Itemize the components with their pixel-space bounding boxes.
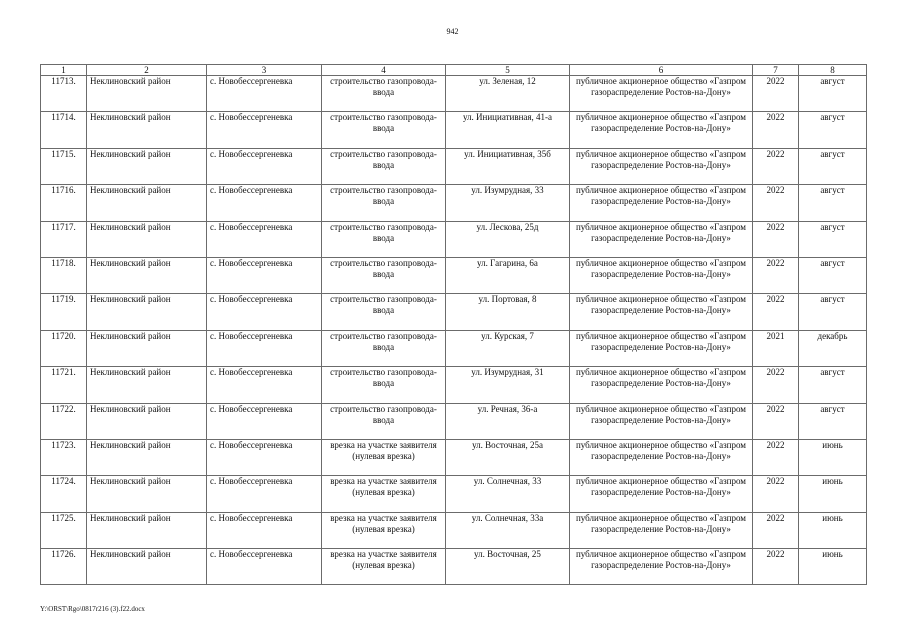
- locality-cell: с. Новобессергеневка: [207, 367, 322, 403]
- address-cell: ул. Гагарина, 6а: [446, 257, 570, 293]
- table-body: [41, 76, 867, 585]
- year-cell: 2022: [753, 439, 799, 475]
- organization-cell: публичное акционерное общество «Газпром газораспределение Ростов-на-Дону»: [570, 294, 753, 330]
- address-cell: ул. Изумрудная, 33: [446, 185, 570, 221]
- table-row: [41, 76, 867, 112]
- work-type-cell: врезка на участке заявителя (нулевая врезка): [322, 439, 446, 475]
- organization-cell: публичное акционерное общество «Газпром газораспределение Ростов-на-Дону»: [570, 549, 753, 585]
- address-cell: ул. Восточная, 25: [446, 549, 570, 585]
- column-number: 2: [87, 65, 207, 76]
- month-cell: август: [799, 294, 867, 330]
- organization-cell: публичное акционерное общество «Газпром газораспределение Ростов-на-Дону»: [570, 403, 753, 439]
- work-type-cell: строительство газопровода-ввода: [322, 185, 446, 221]
- month-cell: декабрь: [799, 330, 867, 366]
- table-row: [41, 476, 867, 512]
- month-cell: июнь: [799, 512, 867, 548]
- locality-cell: с. Новобессергеневка: [207, 512, 322, 548]
- district-cell: Неклиновский район: [87, 330, 207, 366]
- locality-cell: с. Новобессергеневка: [207, 112, 322, 148]
- address-cell: ул. Курская, 7: [446, 330, 570, 366]
- table-row: [41, 439, 867, 475]
- month-cell: июнь: [799, 549, 867, 585]
- year-cell: 2022: [753, 294, 799, 330]
- row-number-cell: 11714.: [41, 112, 87, 148]
- footer-file-path: Y:\ORST\Rgo\0817r216 (3).f22.docx: [40, 605, 145, 613]
- address-cell: ул. Солнечная, 33: [446, 476, 570, 512]
- locality-cell: с. Новобессергеневка: [207, 330, 322, 366]
- district-cell: Неклиновский район: [87, 367, 207, 403]
- column-number: 8: [799, 65, 867, 76]
- row-number-cell: 11722.: [41, 403, 87, 439]
- table-row: [41, 185, 867, 221]
- address-cell: ул. Изумрудная, 31: [446, 367, 570, 403]
- column-number: 5: [446, 65, 570, 76]
- district-cell: Неклиновский район: [87, 294, 207, 330]
- work-type-cell: врезка на участке заявителя (нулевая врезка): [322, 512, 446, 548]
- year-cell: 2022: [753, 112, 799, 148]
- work-type-cell: строительство газопровода-ввода: [322, 76, 446, 112]
- month-cell: август: [799, 76, 867, 112]
- locality-cell: с. Новобессергеневка: [207, 439, 322, 475]
- work-type-cell: врезка на участке заявителя (нулевая врезка): [322, 476, 446, 512]
- address-cell: ул. Лескова, 25д: [446, 221, 570, 257]
- locality-cell: с. Новобессергеневка: [207, 148, 322, 184]
- locality-cell: с. Новобессергеневка: [207, 185, 322, 221]
- organization-cell: публичное акционерное общество «Газпром газораспределение Ростов-на-Дону»: [570, 76, 753, 112]
- year-cell: 2022: [753, 549, 799, 585]
- locality-cell: с. Новобессергеневка: [207, 257, 322, 293]
- work-type-cell: строительство газопровода-ввода: [322, 257, 446, 293]
- address-cell: ул. Речная, 36-а: [446, 403, 570, 439]
- address-cell: ул. Зеленая, 12: [446, 76, 570, 112]
- column-number: 7: [753, 65, 799, 76]
- year-cell: 2022: [753, 148, 799, 184]
- district-cell: Неклиновский район: [87, 476, 207, 512]
- work-type-cell: строительство газопровода-ввода: [322, 112, 446, 148]
- work-type-cell: строительство газопровода-ввода: [322, 148, 446, 184]
- row-number-cell: 11723.: [41, 439, 87, 475]
- table-row: [41, 221, 867, 257]
- locality-cell: с. Новобессергеневка: [207, 549, 322, 585]
- work-type-cell: врезка на участке заявителя (нулевая врезка): [322, 549, 446, 585]
- month-cell: июнь: [799, 476, 867, 512]
- district-cell: Неклиновский район: [87, 403, 207, 439]
- organization-cell: публичное акционерное общество «Газпром газораспределение Ростов-на-Дону»: [570, 512, 753, 548]
- year-cell: 2022: [753, 185, 799, 221]
- month-cell: август: [799, 403, 867, 439]
- organization-cell: публичное акционерное общество «Газпром газораспределение Ростов-на-Дону»: [570, 112, 753, 148]
- table-row: [41, 257, 867, 293]
- row-number-cell: 11715.: [41, 148, 87, 184]
- work-type-cell: строительство газопровода-ввода: [322, 403, 446, 439]
- table-row: [41, 112, 867, 148]
- district-cell: Неклиновский район: [87, 185, 207, 221]
- address-cell: ул. Портовая, 8: [446, 294, 570, 330]
- organization-cell: публичное акционерное общество «Газпром газораспределение Ростов-на-Дону»: [570, 148, 753, 184]
- district-cell: Неклиновский район: [87, 148, 207, 184]
- year-cell: 2022: [753, 512, 799, 548]
- table-row: [41, 403, 867, 439]
- column-number: 6: [570, 65, 753, 76]
- column-number: 1: [41, 65, 87, 76]
- work-type-cell: строительство газопровода-ввода: [322, 330, 446, 366]
- year-cell: 2022: [753, 221, 799, 257]
- table-row: [41, 294, 867, 330]
- year-cell: 2022: [753, 367, 799, 403]
- row-number-cell: 11724.: [41, 476, 87, 512]
- address-cell: ул. Солнечная, 33а: [446, 512, 570, 548]
- row-number-cell: 11726.: [41, 549, 87, 585]
- year-cell: 2022: [753, 76, 799, 112]
- table-row: [41, 330, 867, 366]
- district-cell: Неклиновский район: [87, 221, 207, 257]
- district-cell: Неклиновский район: [87, 512, 207, 548]
- row-number-cell: 11725.: [41, 512, 87, 548]
- row-number-cell: 11713.: [41, 76, 87, 112]
- district-cell: Неклиновский район: [87, 549, 207, 585]
- page-number: 942: [446, 27, 459, 36]
- column-number: 4: [322, 65, 446, 76]
- month-cell: июнь: [799, 439, 867, 475]
- address-cell: ул. Инициативная, 41-а: [446, 112, 570, 148]
- table-row: [41, 512, 867, 548]
- table-row: [41, 148, 867, 184]
- organization-cell: публичное акционерное общество «Газпром газораспределение Ростов-на-Дону»: [570, 330, 753, 366]
- organization-cell: публичное акционерное общество «Газпром газораспределение Ростов-на-Дону»: [570, 367, 753, 403]
- locality-cell: с. Новобессергеневка: [207, 221, 322, 257]
- year-cell: 2022: [753, 257, 799, 293]
- month-cell: август: [799, 221, 867, 257]
- row-number-cell: 11716.: [41, 185, 87, 221]
- locality-cell: с. Новобессергеневка: [207, 476, 322, 512]
- table-row: [41, 549, 867, 585]
- month-cell: август: [799, 257, 867, 293]
- address-cell: ул. Инициативная, 35б: [446, 148, 570, 184]
- organization-cell: публичное акционерное общество «Газпром газораспределение Ростов-на-Дону»: [570, 439, 753, 475]
- work-type-cell: строительство газопровода-ввода: [322, 367, 446, 403]
- district-cell: Неклиновский район: [87, 76, 207, 112]
- locality-cell: с. Новобессергеневка: [207, 403, 322, 439]
- year-cell: 2021: [753, 330, 799, 366]
- column-number-row: [41, 65, 867, 76]
- row-number-cell: 11718.: [41, 257, 87, 293]
- district-cell: Неклиновский район: [87, 439, 207, 475]
- row-number-cell: 11720.: [41, 330, 87, 366]
- organization-cell: публичное акционерное общество «Газпром газораспределение Ростов-на-Дону»: [570, 257, 753, 293]
- work-type-cell: строительство газопровода-ввода: [322, 294, 446, 330]
- district-cell: Неклиновский район: [87, 257, 207, 293]
- organization-cell: публичное акционерное общество «Газпром газораспределение Ростов-на-Дону»: [570, 221, 753, 257]
- month-cell: август: [799, 367, 867, 403]
- address-cell: ул. Восточная, 25а: [446, 439, 570, 475]
- row-number-cell: 11717.: [41, 221, 87, 257]
- organization-cell: публичное акционерное общество «Газпром газораспределение Ростов-на-Дону»: [570, 476, 753, 512]
- locality-cell: с. Новобессергеневка: [207, 76, 322, 112]
- month-cell: август: [799, 148, 867, 184]
- district-cell: Неклиновский район: [87, 112, 207, 148]
- month-cell: август: [799, 185, 867, 221]
- work-type-cell: строительство газопровода-ввода: [322, 221, 446, 257]
- year-cell: 2022: [753, 476, 799, 512]
- month-cell: август: [799, 112, 867, 148]
- row-number-cell: 11719.: [41, 294, 87, 330]
- row-number-cell: 11721.: [41, 367, 87, 403]
- locality-cell: с. Новобессергеневка: [207, 294, 322, 330]
- organization-cell: публичное акционерное общество «Газпром газораспределение Ростов-на-Дону»: [570, 185, 753, 221]
- works-table: [40, 64, 867, 585]
- year-cell: 2022: [753, 403, 799, 439]
- table-row: [41, 367, 867, 403]
- column-number: 3: [207, 65, 322, 76]
